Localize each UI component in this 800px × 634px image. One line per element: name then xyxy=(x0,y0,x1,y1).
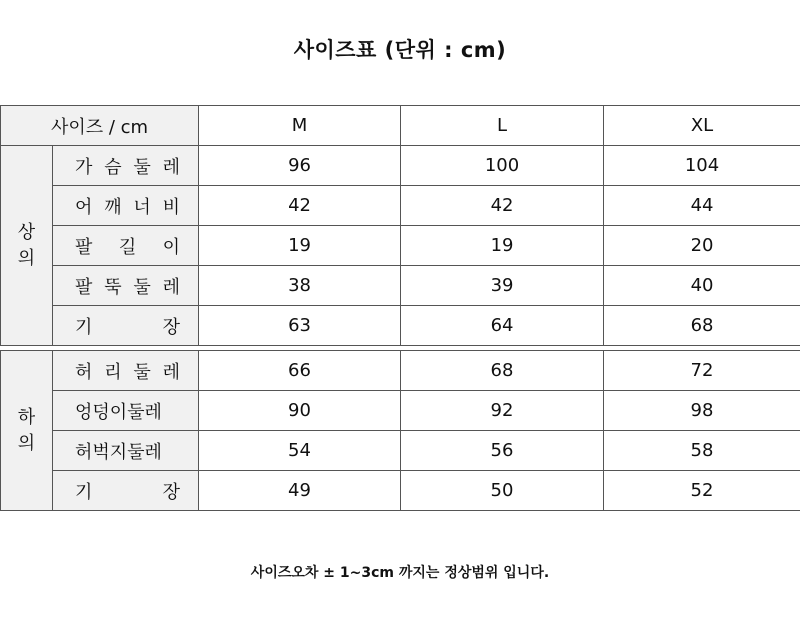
value-cell: 19 xyxy=(199,226,401,266)
value-cell: 63 xyxy=(199,306,401,346)
measure-label: 팔 길 이 xyxy=(53,226,199,266)
table-row xyxy=(1,391,800,431)
group-label-top xyxy=(1,146,53,346)
value-cell: 19 xyxy=(401,226,604,266)
table-row xyxy=(1,471,800,511)
header-label: 사이즈 / cm xyxy=(1,106,199,146)
value-cell: 64 xyxy=(401,306,604,346)
measure-label: 가 슴 둘 레 xyxy=(53,146,199,186)
value-cell: 40 xyxy=(604,266,800,306)
header-size-l: L xyxy=(401,106,604,146)
measure-label: 허벅지둘레 xyxy=(53,431,199,471)
value-cell: 104 xyxy=(604,146,800,186)
value-cell: 44 xyxy=(604,186,800,226)
value-cell: 72 xyxy=(604,351,800,391)
value-cell: 42 xyxy=(199,186,401,226)
header-size-xl: XL xyxy=(604,106,800,146)
table-row xyxy=(1,186,800,226)
value-cell: 54 xyxy=(199,431,401,471)
value-cell: 42 xyxy=(401,186,604,226)
table-row xyxy=(1,431,800,471)
value-cell: 68 xyxy=(604,306,800,346)
table-row xyxy=(1,306,800,346)
measure-label: 팔 뚝 둘 레 xyxy=(53,266,199,306)
value-cell: 50 xyxy=(401,471,604,511)
size-tolerance-note: 사이즈오차 ± 1~3cm 까지는 정상범위 입니다. xyxy=(250,565,550,581)
measure-label: 어 깨 너 비 xyxy=(53,186,199,226)
value-cell: 90 xyxy=(199,391,401,431)
measure-label: 허 리 둘 레 xyxy=(53,351,199,391)
measure-label: 기 장 xyxy=(53,306,199,346)
page-title: 사이즈표 (단위 : cm) xyxy=(293,38,507,62)
group-label-top-char1: 상의 xyxy=(17,221,36,269)
value-cell: 52 xyxy=(604,471,800,511)
value-cell: 58 xyxy=(604,431,800,471)
size-table-top xyxy=(0,105,800,346)
measure-label: 기 장 xyxy=(53,471,199,511)
measure-label: 엉덩이둘레 xyxy=(53,391,199,431)
value-cell: 92 xyxy=(401,391,604,431)
value-cell: 68 xyxy=(401,351,604,391)
value-cell: 98 xyxy=(604,391,800,431)
table-header-row xyxy=(1,106,800,146)
group-label-bottom-text: 하의 xyxy=(17,406,36,454)
value-cell: 38 xyxy=(199,266,401,306)
group-label-bottom xyxy=(1,351,53,511)
size-table-bottom xyxy=(0,350,800,511)
value-cell: 96 xyxy=(199,146,401,186)
table-row xyxy=(1,226,800,266)
value-cell: 66 xyxy=(199,351,401,391)
table-row xyxy=(1,266,800,306)
header-size-m: M xyxy=(199,106,401,146)
value-cell: 49 xyxy=(199,471,401,511)
table-row xyxy=(1,351,800,391)
table-row xyxy=(1,146,800,186)
value-cell: 39 xyxy=(401,266,604,306)
value-cell: 56 xyxy=(401,431,604,471)
value-cell: 20 xyxy=(604,226,800,266)
value-cell: 100 xyxy=(401,146,604,186)
